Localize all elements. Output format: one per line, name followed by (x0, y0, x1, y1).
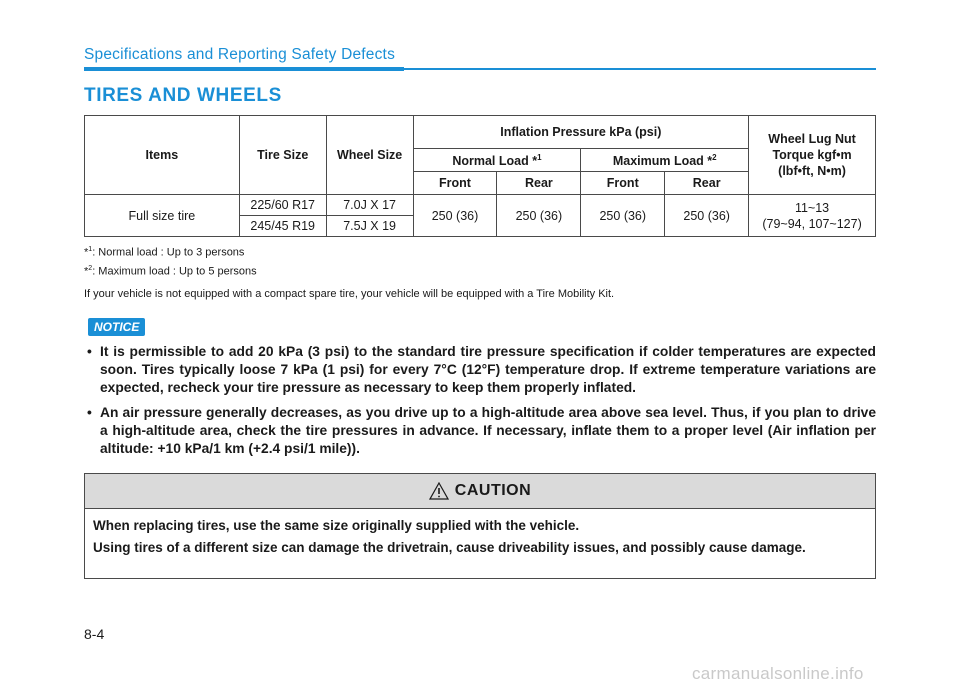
lug-nut-line3: (lbf•ft, N•m) (778, 164, 846, 178)
tire-spec-table (84, 115, 876, 237)
lug-nut-line2: Torque kgf•m (772, 148, 852, 162)
header-normal-front: Front (413, 172, 497, 195)
normal-load-label: Normal Load * (452, 154, 538, 169)
list-item (84, 343, 876, 397)
header-rule-thick (84, 67, 404, 71)
fn1-text: : Normal load : Up to 3 persons (92, 246, 245, 259)
header-inflation-pressure: Inflation Pressure kPa (psi) (413, 116, 749, 149)
warning-triangle-icon (429, 482, 449, 500)
caution-line-1: When replacing tires, use the same size originally supplied with the vehicle. (93, 518, 580, 533)
caution-title: CAUTION (454, 482, 532, 499)
lug-nut-line1: Wheel Lug Nut (768, 132, 856, 146)
header-maximum-load (581, 149, 749, 172)
header-tire-size: Tire Size (239, 116, 326, 195)
header-wheel-size: Wheel Size (326, 116, 413, 195)
caution-body (85, 509, 875, 557)
cell-normal-front: 250 (36) (413, 195, 497, 237)
notice-list (84, 343, 876, 465)
cell-max-rear: 250 (36) (665, 195, 749, 237)
list-item (84, 404, 876, 458)
bullet-icon: • (87, 405, 92, 420)
watermark: carmanualsonline.info (692, 664, 864, 683)
bullet-icon: • (87, 344, 92, 359)
fn1-sup: 1 (88, 246, 93, 253)
caution-line-2: Using tires of a different size can damage the drivetrain, cause driveability issues, and possibly cause damage. (93, 540, 806, 555)
header-lug-nut-torque (749, 116, 876, 195)
caution-box (84, 473, 876, 579)
cell-item: Full size tire (85, 195, 240, 237)
maximum-load-sup: 2 (712, 153, 717, 163)
maximum-load-label: Maximum Load * (612, 154, 713, 169)
fn2-sup: 2 (88, 265, 93, 272)
normal-load-sup: 1 (537, 153, 542, 163)
fn2-mark: * (84, 265, 89, 278)
header-max-rear: Rear (665, 172, 749, 195)
torque-line1: 11~13 (794, 200, 830, 215)
cell-tire-size-2: 245/45 R19 (239, 216, 326, 237)
caution-header (85, 474, 875, 509)
cell-max-front: 250 (36) (581, 195, 665, 237)
cell-tire-size-1: 225/60 R17 (239, 195, 326, 216)
cell-torque (749, 195, 876, 237)
header-normal-rear: Rear (497, 172, 581, 195)
fn2-text: : Maximum load : Up to 5 persons (92, 265, 257, 278)
page-number: 8-4 (84, 626, 105, 642)
header-rule-thin (404, 68, 876, 70)
cell-normal-rear: 250 (36) (497, 195, 581, 237)
page-title: TIRES AND WHEELS (84, 85, 282, 106)
footnote-normal-load (84, 246, 244, 259)
header-normal-load (413, 149, 581, 172)
torque-line2: (79~94, 107~127) (762, 216, 862, 231)
cell-wheel-size-2: 7.5J X 19 (326, 216, 413, 237)
footnote-tire-mobility-kit: If your vehicle is not equipped with a compact spare tire, your vehicle will be equipped with a Tire Mobility Kit. (84, 288, 615, 300)
notice-text-1: It is permissible to add 20 kPa (3 psi) to the standard tire pressure specification if colder temperatures are expected soon. Tires typically loose 7 kPa (1 psi) for every 7°C (12°F) temperature drop. If extreme temperature variations are expected, recheck your tire pressure as necessary to keep them properly inflated. (100, 344, 876, 395)
footnote-maximum-load (84, 265, 257, 278)
notice-text-2: An air pressure generally decreases, as you drive up to a high-altitude area above sea level. Thus, if you plan to drive a high-altitude area, check the tire pressures in advance. If necessary, inflate them to a proper level (Air inflation per altitude: +10 kPa/1 km (+2.4 psi/1 mile)). (100, 405, 876, 456)
fn1-mark: * (84, 246, 89, 259)
table-row (85, 195, 876, 216)
cell-wheel-size-1: 7.0J X 17 (326, 195, 413, 216)
header-max-front: Front (581, 172, 665, 195)
notice-badge: NOTICE (88, 318, 145, 336)
header-items: Items (85, 116, 240, 195)
section-header: Specifications and Reporting Safety Defects (84, 46, 396, 63)
